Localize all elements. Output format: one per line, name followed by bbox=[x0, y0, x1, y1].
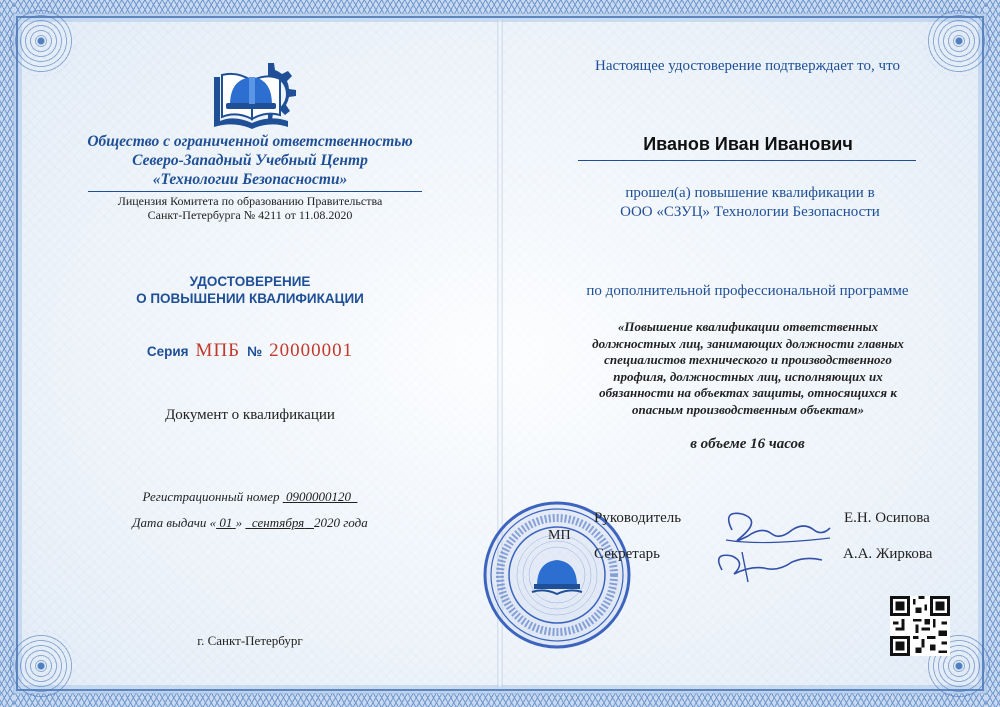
license-info bbox=[40, 194, 460, 222]
license-line: Санкт-Петербурга № 4211 от 11.08.2020 bbox=[147, 208, 353, 222]
program-line: специалистов технического и производственного bbox=[604, 352, 892, 368]
program-title bbox=[548, 319, 948, 419]
organization-line: «Технологии Безопасности» bbox=[152, 171, 348, 188]
confirm-text: Настоящее удостоверение подтверждает то, что bbox=[595, 58, 900, 74]
issue-year: 2020 bbox=[313, 515, 340, 530]
issue-year-suffix: года bbox=[343, 515, 368, 530]
issue-date: Дата выдачи « 01 » сентября 2020 года bbox=[132, 515, 368, 530]
qr-code-icon bbox=[890, 596, 950, 656]
corner-ornament bbox=[6, 6, 76, 76]
passed-text bbox=[540, 184, 960, 222]
stamp-place: МП bbox=[548, 528, 571, 543]
head-label: Руководитель bbox=[594, 510, 682, 526]
program-line: «Повышение квалификации ответственных bbox=[617, 319, 879, 334]
city: г. Санкт-Петербург bbox=[197, 633, 303, 648]
series-label: Серия bbox=[146, 344, 189, 359]
registration-value: 0900000120 bbox=[285, 489, 351, 504]
program-line: опасным производственным объектам» bbox=[632, 401, 864, 417]
qualification-doc-label: Документ о квалификации bbox=[165, 407, 335, 423]
issue-month: сентября bbox=[251, 515, 305, 530]
document-title-line: О ПОВЫШЕНИИ КВАЛИФИКАЦИИ bbox=[136, 291, 364, 306]
passed-line: прошел(а) повышение квалификации в bbox=[625, 185, 875, 201]
document-title-line: УДОСТОВЕРЕНИЕ bbox=[189, 274, 311, 289]
registration-number bbox=[40, 489, 460, 505]
registration-label: Регистрационный номер bbox=[142, 489, 280, 504]
series-row bbox=[40, 340, 460, 362]
head-name: Е.Н. Осипова bbox=[844, 510, 930, 526]
series-number-label: № bbox=[247, 344, 263, 359]
document-title bbox=[40, 273, 460, 307]
divider bbox=[578, 160, 916, 161]
program-line: обязанности на объектах защиты, относящихся к bbox=[599, 385, 897, 401]
company-logo-icon bbox=[208, 55, 300, 135]
signature-icon bbox=[702, 500, 842, 590]
passed-line: ООО «СЗУЦ» Технологии Безопасности bbox=[620, 204, 880, 220]
program-line: должностных лиц, занимающих должности главных bbox=[592, 335, 904, 351]
secretary-label: Секретарь bbox=[594, 546, 661, 562]
issue-day: 01 bbox=[219, 515, 233, 530]
organization-name bbox=[40, 132, 460, 189]
issue-date-label: Дата выдачи bbox=[132, 515, 207, 530]
secretary-name: А.А. Жиркова bbox=[843, 546, 933, 562]
license-line: Лицензия Комитета по образованию Правительства bbox=[117, 194, 383, 208]
series-value: МПБ bbox=[195, 340, 241, 361]
series-number: 20000001 bbox=[269, 340, 354, 361]
program-line: профиля, должностных лиц, исполняющих их bbox=[613, 368, 883, 384]
divider bbox=[88, 191, 422, 192]
course-volume: в объеме 16 часов bbox=[690, 436, 805, 452]
holder-name: Иванов Иван Иванович bbox=[643, 134, 853, 154]
program-intro: по дополнительной профессиональной программе bbox=[586, 283, 909, 299]
organization-line: Общество с ограниченной ответственностью bbox=[87, 133, 413, 150]
organization-line: Северо-Западный Учебный Центр bbox=[132, 152, 368, 169]
